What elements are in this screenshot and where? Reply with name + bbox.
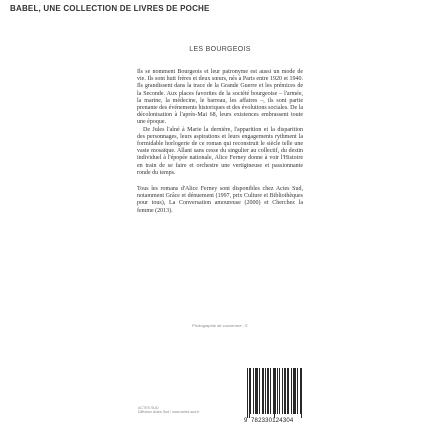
isbn-first-digit: 9 [244, 418, 248, 424]
barcode-bar [291, 368, 292, 414]
isbn-digits: 782330124304 [251, 418, 294, 424]
barcode-bar [293, 368, 294, 414]
barcode-bar [301, 368, 302, 418]
barcode-bar [255, 368, 256, 414]
barcode-bar [249, 368, 250, 418]
collection-header: BABEL, UNE COLLECTION DE LIVRES DE POCHE [10, 4, 210, 13]
barcode-bar [259, 368, 260, 414]
barcode-bar [282, 368, 283, 414]
barcode-bar [287, 368, 288, 414]
synopsis [137, 69, 303, 215]
barcode-bar [263, 368, 264, 414]
barcode-bar [295, 368, 296, 414]
barcode-bar [268, 368, 269, 414]
barcode-bar [262, 368, 263, 414]
book-title: LES BOURGEOIS [189, 46, 251, 53]
barcode-bar [253, 368, 254, 414]
barcode-bar [297, 368, 298, 414]
isbn-barcode [244, 368, 304, 432]
barcode-bar [273, 368, 274, 414]
barcode-bar [284, 368, 285, 414]
synopsis-paragraph-2: De Jules l'aîné à Marie la dernière, l'apparition et la disparition des personnages, leurs aspirations et leurs engagements rythment la formidable horlogerie de ce roman qui reconstruit le siècle telle une vaste mosaïque. Allant sans cesse du singulier au collectif, du destin individuel à l'épopée nationale, Alice Ferney donne à voir l'Histoire en train de se faire et orchestre une vertigineuse et passionnante ronde du temps. [137, 126, 303, 176]
barcode-bar [300, 368, 301, 414]
barcode-bar [270, 368, 271, 414]
barcode-bar [265, 368, 266, 414]
barcode-bar [274, 368, 275, 418]
barcode-bar [279, 368, 280, 414]
barcode-bar [250, 368, 251, 414]
barcode-bar [267, 368, 268, 414]
barcode-bar [285, 368, 286, 414]
barcode-bar [275, 368, 276, 414]
cover-photo-credit: Photographie de couverture : © [192, 323, 248, 328]
synopsis-paragraph-1: Ils se nomment Bourgeois et leur patronyme est aussi un mode de vie. Ils sont huit frères et deux sœurs, nés à Paris entre 1920 et 1940. Ils grandissent dans la trace de la Grande Guerre et les prémices de la Seconde. Aux places favorites de la société bourgeoise – l'armée, la marine, la médecine, le barreau, les affaires –, ils sont partie prenante des événements historiques et des évolutions sociales. De la décolonisation à l'après-Mai 68, leurs existences embrassent toute une époque. [137, 69, 303, 126]
barcode-bar [294, 368, 295, 414]
also-by-author: Tous les romans d'Alice Ferney sont disponibles chez Actes Sud, notamment Grâce et dénuement (1997, prix Culture et Bibliothèques pour tous), La Conversation amoureuse (2000) et Cherchez la femme (2013). [137, 186, 303, 214]
publisher-info [138, 406, 233, 414]
barcode-bar [247, 368, 248, 418]
barcode-bar [288, 368, 289, 414]
barcode-bar [277, 368, 278, 414]
barcode-bar [256, 368, 257, 414]
barcode-bars [246, 368, 304, 418]
barcode-bar [257, 368, 258, 414]
publisher-name: ACTES SUD [138, 406, 159, 410]
publisher-distribution: Diffusion Actes Sud / www.actes-sud.fr [138, 410, 200, 415]
